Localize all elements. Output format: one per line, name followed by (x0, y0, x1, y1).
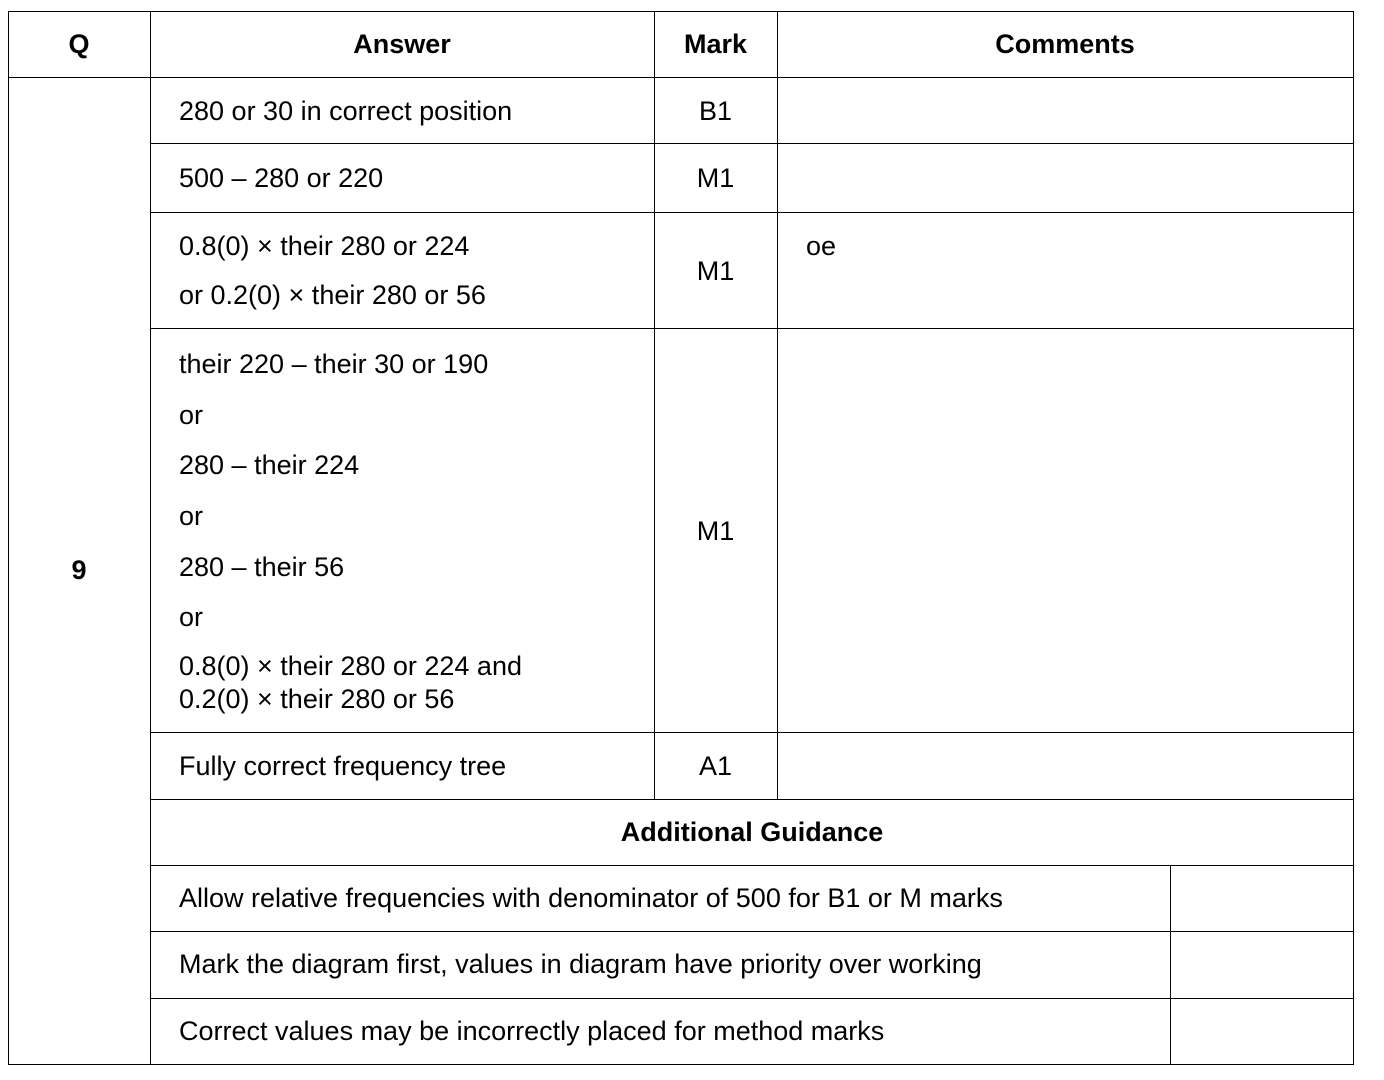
mark-value: B1 (698, 96, 733, 126)
answer-line: 280 – their 224 (179, 450, 360, 480)
rule-guidance-1 (150, 931, 1354, 932)
answer-line: 0.8(0) × their 280 or 224 and (179, 651, 522, 681)
comment-text: oe (806, 231, 837, 261)
header-comments: Comments (995, 29, 1135, 59)
rule-row-1 (150, 143, 1354, 144)
answer-line: 500 – 280 or 220 (179, 163, 384, 193)
question-number: 9 (71, 555, 87, 585)
rule-mark-comments (777, 11, 778, 800)
rule-row-3 (150, 328, 1354, 329)
rule-guidance-2 (150, 998, 1354, 999)
answer-line: or (179, 400, 204, 430)
rule-answer-mark (654, 11, 655, 800)
rule-right (1353, 11, 1354, 1065)
mark-value: M1 (696, 163, 735, 193)
mark-value: M1 (696, 516, 735, 546)
rule-header-bottom (8, 77, 1354, 78)
answer-line: their 220 – their 30 or 190 (179, 349, 489, 379)
rule-row-5 (150, 799, 1354, 800)
rule-guidance-right (1170, 865, 1171, 1065)
guidance-title: Additional Guidance (620, 817, 884, 847)
rule-top (8, 11, 1354, 12)
answer-line: or 0.2(0) × their 280 or 56 (179, 280, 486, 310)
guidance-item: Mark the diagram first, values in diagram have priority over working (179, 949, 982, 979)
header-answer: Answer (353, 29, 451, 59)
answer-line: 0.2(0) × their 280 or 56 (179, 684, 455, 714)
rule-row-4 (150, 732, 1354, 733)
header-q: Q (68, 29, 90, 59)
answer-line: Fully correct frequency tree (179, 751, 507, 781)
answer-line: or (179, 501, 204, 531)
rule-q-answer (150, 11, 151, 1065)
mark-value: M1 (696, 256, 735, 286)
rule-row-2 (150, 212, 1354, 213)
mark-value: A1 (698, 751, 733, 781)
answer-line: 0.8(0) × their 280 or 224 (179, 231, 470, 261)
rule-bottom (8, 1064, 1354, 1065)
guidance-item: Allow relative frequencies with denominator of 500 for B1 or M marks (179, 883, 1003, 913)
header-mark: Mark (683, 29, 748, 59)
rule-guidance-title (150, 865, 1354, 866)
answer-line: 280 or 30 in correct position (179, 96, 513, 126)
rule-left (8, 11, 9, 1065)
answer-line: or (179, 602, 204, 632)
answer-line: 280 – their 56 (179, 552, 345, 582)
guidance-item: Correct values may be incorrectly placed for method marks (179, 1016, 885, 1046)
